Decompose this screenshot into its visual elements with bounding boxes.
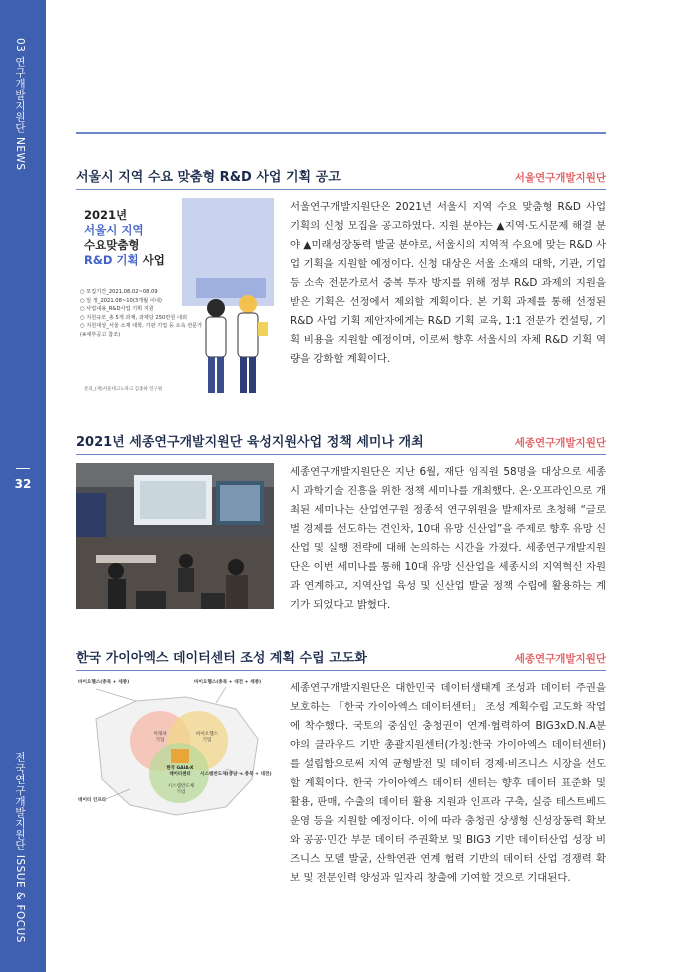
article-organization: 세종연구개발지원단 [514, 653, 606, 665]
gaia-x-map-diagram [76, 679, 274, 827]
top-rule [76, 132, 606, 134]
poster-item: ○ 일 정_2021.08~10(3개월 이내) [80, 297, 162, 304]
map-bubble-right [190, 731, 224, 743]
seminar-photo [76, 463, 274, 609]
map-label-northeast: 바이오헬스(충북 + 대전 + 세종) [194, 680, 262, 685]
map-bubble-bottom [166, 783, 196, 795]
article-header [76, 165, 606, 190]
sidebar-section-label: 03 연구개발지원단 NEWS [14, 38, 26, 171]
article-body: 서울연구개발지원단은 2021년 서울시 지역 수요 맞춤형 R&D 사업 기획의 신청 모집을 공고하였다. 지원 분야는 ▲지역·도시문제 해결 분야 ▲미래성장동력 발굴 분야로, 서울시의 지역적 수요에 맞는 R&D 사업 기획을 지원할 예정이다. 신청 대상은 서울 소재의 대학, 기관, 기업 등 소속 전문가로서 중복 투자 방지를 위해 정부 R&D 과제의 지원을 받은 기획은 선정에서 제외할 계획이다. 본 기획 과제를 통해 선정된 R&D 사업 기획 제안자에게는 R&D 기획 교육, 1:1 전문가 컨설팅, 기획 비용을 지원할 예정이며, 이로써 향후 서울시의 자체 R&D 기획 역량을 강화할 계획이다. [290, 201, 606, 365]
article-seoul [76, 165, 606, 392]
map-center-text: 데이터센터 [169, 772, 191, 777]
poster-item: ○ 모집기간_2021.08.02~08.09 [80, 289, 158, 295]
poster-title [84, 208, 165, 268]
poster-item: ○ 지원규모_총 5개 과제, 과제당 250만원 내외 [80, 314, 188, 321]
map-center-text: 한국 GAIA-X [166, 766, 194, 771]
page-number: 32 [14, 477, 32, 491]
poster-people-illustration [188, 238, 274, 396]
article-organization: 세종연구개발지원단 [514, 437, 606, 449]
poster-item: ○ 지원대상_서울 소재 대학, 기관 기업 등 소속 전문가 [80, 323, 203, 330]
map-label-northwest: 바이오헬스(충북 + 세종) [78, 680, 130, 685]
poster-title-line: 수요맞춤형 [84, 238, 140, 252]
article-body: 세종연구개발지원단은 대한민국 데이터생태계 조성과 데이터 주권을 보호하는 「한국 가이아엑스 데이터센터」 조성 계획수립 고도화 작업에 착수했다. 국토의 중심인 충청권이 연계·협력하여 BIG3xD.N.A분야의 클라우드 기반 총괄지원센터(가칭:한국 가이아엑스 데이터센터)를 설립함으로써 지역 균형발전 및 데이터 경제·비즈니스 시장을 선도할 계획이다. 한국 가이아엑스 데이터 센터는 향후 데이터 표준화 및 활용, 판매, 수출의 데이터 활용 지원과 인프라 구축, 실증 테스트베드 운영 등을 지원할 예정이다. 이에 따라 충청권 상생형 신성장동력 확보와 공공·민간 부문 데이터 주권확보 및 BIG3 기반 데이터산업 성장 비즈니스 모델 발굴, 산학연관 연계 협력 기반의 데이터 산업 경쟁력 확보 및 전문인력 양성과 일자리 창출에 기여할 것으로 기대된다. [290, 682, 606, 884]
poster-footer: 문의_(재)서울테크노파크 김종하 연구원 [84, 387, 163, 392]
article-title: 2021년 세종연구개발지원단 육성지원사업 정책 세미나 개최 [76, 435, 424, 450]
poster-title-line: 사업 [138, 253, 165, 267]
poster-image [76, 198, 274, 396]
map-label-southwest: 데이터 인프라 [78, 798, 107, 803]
sidebar-publication-label: 전국연구개발지원단 ISSUE & FOCUS [14, 752, 26, 943]
map-center-label [162, 765, 198, 777]
poster-title-line: 서울시 지역 [84, 223, 144, 237]
map-bubble-text: 기업 [202, 738, 212, 743]
gaia-x-map [76, 679, 274, 877]
seminar-photo-scene [76, 463, 274, 609]
map-bubble-text: 기업 [176, 790, 186, 795]
article-organization: 서울연구개발지원단 [514, 172, 606, 184]
side-bar [0, 0, 46, 972]
poster-item: ○ 사업내용_R&D사업 기획 지원 [80, 306, 154, 313]
article-body: 세종연구개발지원단은 지난 6월, 재단 임직원 58명을 대상으로 세종시 과학기술 진흥을 위한 정책 세미나를 개최했다. 온·오프라인으로 개최된 세미나는 산업연구원 정종석 연구위원을 발제자로 초청해 “글로벌 경제를 선도하는 견인차, 10대 유망 신산업”을 주제로 향후 유망 신산업 및 실행 전략에 대해 논의하는 시간을 가졌다. 세종연구개발지원단은 이번 세미나를 통해 10대 유망 신산업을 세종시의 지역혁신 자원과 연계하고, 지역산업 육성 및 신산업 발굴 정책 수립에 활용하는 계기가 되었다고 밝혔다. [290, 466, 606, 611]
page-number-divider [16, 468, 30, 469]
map-bubble-text: 기업 [155, 738, 165, 743]
map-label-southeast: 시스템반도체(충남 + 충북 + 대전) [200, 772, 272, 777]
article-title: 서울시 지역 수요 맞춤형 R&D 사업 기획 공고 [76, 170, 341, 185]
article-sejong-seminar [76, 430, 606, 611]
article-header [76, 430, 606, 455]
poster-title-line: 2021년 [84, 208, 128, 222]
poster-title-line: R&D 기획 [84, 253, 139, 267]
article-title: 한국 가이아엑스 데이터센터 조성 계획 수립 고도화 [76, 651, 367, 666]
article-header [76, 646, 606, 671]
poster-item: (※세부공고 참조) [80, 331, 121, 338]
map-bubble-text: 바이오헬스 [195, 732, 219, 737]
map-bubble-text: 시스템반도체 [167, 784, 195, 789]
article-gaia-x [76, 646, 606, 884]
map-bubble-text: 미래차 [153, 732, 167, 737]
map-bubble-left [146, 731, 174, 743]
